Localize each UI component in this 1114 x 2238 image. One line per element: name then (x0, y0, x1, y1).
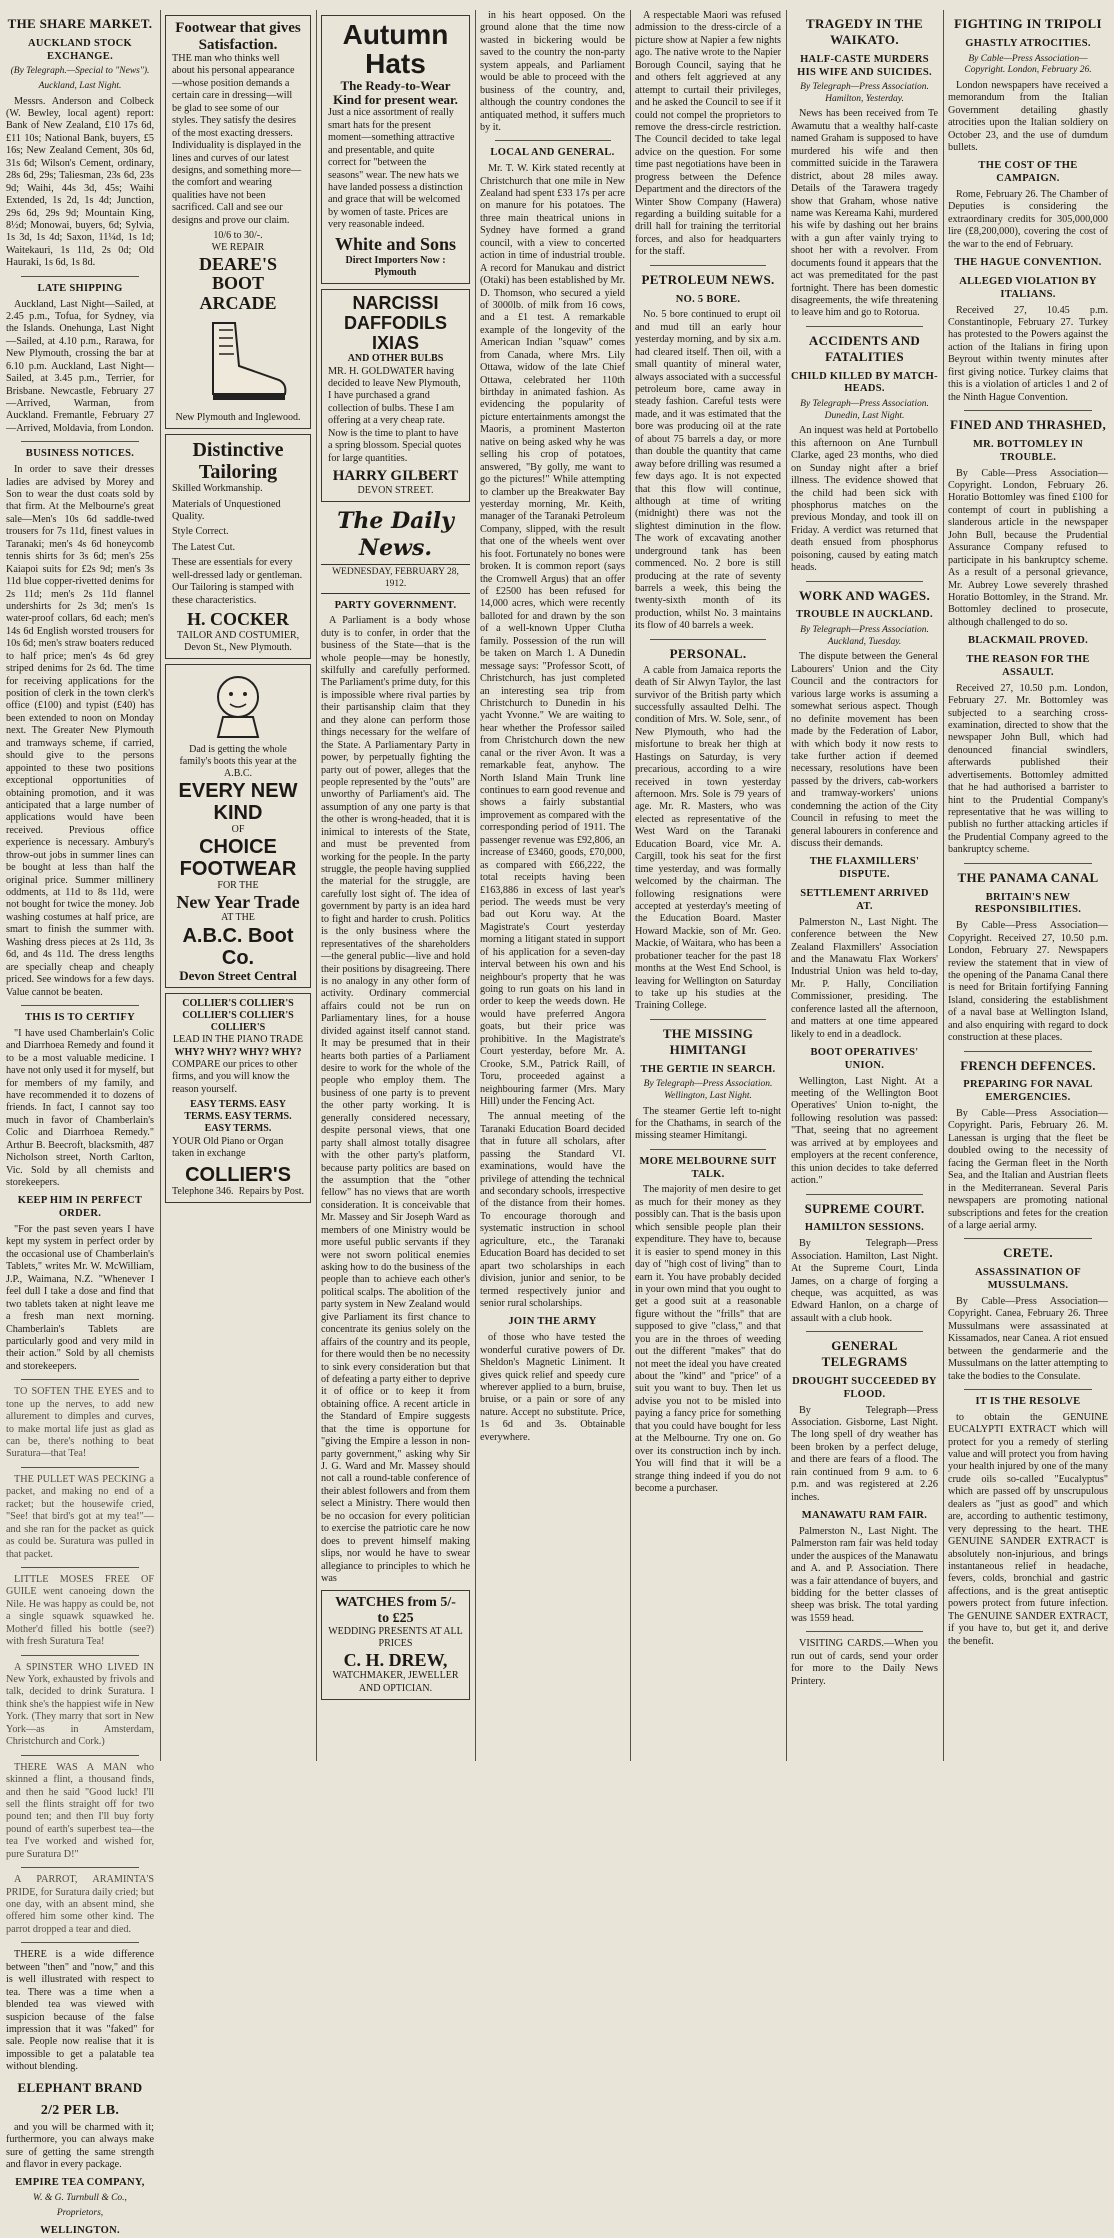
boot-icon (183, 318, 293, 408)
mussulmans-heading: ASSASSINATION OF MUSSULMANS. (975, 1267, 1081, 1292)
bore-text: No. 5 bore continued to erupt oil and mud till an early hour yesterday morning, and by six a.m. had cleared itself. Then oil, with a small quantity of mineral water, always associated with a successful petroleum bore, came away in steady fashion. Careful tests were made, and it was estimated that the bore was producing oil at the rate of about 75 barrels a day, or more than double the quantity that came away before drilling was resumed a few days ago. It is not expected that this flow will continue, although at time of writing (midnight) there was not the slightest diminution in the flow. The work of excavating another underground tank has been commenced. No. 2 bore is still producing at the rate of seventy barrels a week, this being the twenty-sixth month of its production, whilst No. 3 maintains its flow of 40 barrels a week. (635, 309, 781, 632)
fined-heading: FINED AND THRASHED, (949, 417, 1107, 433)
watches: WATCHES from 5/- to £25 (335, 1595, 456, 1626)
blackmail-heading: BLACKMAIL PROVED. (967, 635, 1089, 647)
suratura-verse: A PARROT, ARAMINTA'S PRIDE, for Suratura daily cried; but one day, with an absent mind, she offered him some other kind. The parrot dropped a tear and died. (6, 1874, 154, 1935)
for-the-text: FOR THE (217, 880, 259, 892)
collier-name: COLLIER'S (185, 1163, 291, 1186)
gilbert-ad (321, 289, 470, 502)
goldwater-text: MR. H. GOLDWATER having decided to leave New Plymouth, I have purchased a grand collection of bulbs. These I am offering at a very cheap rate. Now is the time to plant to have a spring blossom. Special quotes for large quantities. (328, 365, 462, 464)
cost-text: Rome, February 26. The Chamber of Deputies is considering the extraordinary credits for 305,000,000 lire (£8,200,000), covering the cost of the war to the end of February. (948, 189, 1108, 250)
suit-talk-text: The majority of men desire to get as much for their money as they possibly can. That is the basis upon which sensible people plan their expenditure. They have to, because it is easier to spend money in this day of "high cost of living" than to earn it. You have probably decided in your own mind that you ought to get a good suit at a reasonable figure without the "frills" that are supposed to give "class," and that you are in the throes of weeding out the different "makes" that do not meet the ideal you have created about the "kind" and "price" of a suit you want to buy. Then let us advise you not to be misled into paying a fancy price for something that you could have bought for less at the Melbourne. Try one on. Go over its construction inch by inch. You will find that it will be a strange thing indeed if you do not become a purchaser. (635, 1184, 781, 1494)
boot-operatives-heading: BOOT OPERATIVES' UNION. (810, 1047, 919, 1071)
visiting-cards-text: VISITING CARDS.—When you run out of cards, send your order for more to the Daily News Printery. (791, 1638, 938, 1687)
suratura-verse: THE PULLET WAS PECKING a packet, and making no end of a racket; but the housewife cried, "See! that bird's got at my tea!"—and she ran for the packet as quick as could be. Suratura was pulled in that packet. (6, 1473, 154, 1560)
trouble-heading: TROUBLE IN AUCKLAND. (796, 609, 933, 621)
new-year-trade: New Year Trade (176, 891, 300, 912)
join-army-text: of those who have tested the wonderful curative powers of Dr. Sheldon's Magnetic Liniment. It gives quick relief and speedy cure wherever applied to a burn, bruise, bruise, or a pain or sore of any nature. Accept no substitute. Price, 1s 6d and 3s. Obtainable everywhere. (480, 1332, 625, 1443)
suit-talk-heading: MORE MELBOURNE SUIT TALK. (639, 1155, 777, 1180)
bulb-name: DAFFODILS (344, 312, 447, 333)
masthead-date: WEDNESDAY, FEBRUARY 28, 1912. (321, 564, 470, 593)
autumn-text: Just a nice assortment of really smart hats for the present moment—something attractive and presentable, and quite correct for "between the seasons" wear. The new hats we have landed possess a distinction and grace that will be welcomed by women of taste. Prices are very reasonable indeed. (328, 107, 463, 231)
bottomley-heading: MR. BOTTOMLEY IN TROUBLE. (972, 438, 1084, 463)
join-army-heading: JOIN THE ARMY (508, 1316, 597, 1328)
sessions-heading: HAMILTON SESSIONS. (804, 1222, 925, 1234)
maori-text: A respectable Maori was refused admission to the dress-circle of a picture show at Napier a few nights ago. The native wrote to the Napier Borough Council, saying that he and others felt aggrieved at any attempt to curtail their privileges, and he asked the Council to see if it could not compel the proprietors to remove the dress-circle restriction. The Council decided to take legal advice on the question. For some time past negotiations have been in progress between the Defence Department and the directors of the Winter Show Company (Hawera) regarding a building suitable for a drill hall for training the territorial forces, and also for headquarters for the staff. (635, 10, 781, 258)
of-text: OF (231, 824, 245, 836)
footwear-price: 10/6 to 30/-. (213, 230, 263, 242)
child-heading: CHILD KILLED BY MATCH-HEADS. (791, 370, 938, 395)
party-government-text: A Parliament is a body whose duty is to confer, in order that the business of the State—that is the whole people—may be honestly, skilfully and carefully performed. The Parliament's prime duty, for this is impossible where rival parties by their partisanship claim that they and they alone can perform those things necessary for the welfare of the State. A Parliamentary Party in power, by perpetually fighting the party out of power, alleges that the people represented by the "outs" are unworthy of Parliament's aid. The assumption of any one party is that the other is wrong-headed, that it is inimical to interests of the State, and must be prevented from working for the people. In the party struggle, the people having supplied the material for the struggle, are carefully lost sight of. The idea of government by party is an idea hard to fight and harder to crush. Politics is the only business where the representatives of the shareholders—the general public—live and hold their positions by disagreeing. There is no analogy in any other form of activity. Ordinary commercial affairs could not be run on Parliamentary lines, for a house divided against itself cannot stand. It may be presumed that in their hearts both parties of a Parliament desire to work for the whole of the people who employ them. The business of one party is to prevent the other party working. It is generally considered necessary, despite personal views, that one party shall almost totally disagree with the other party's platform, because party politics are based on the assumption that the "other fellow" has no views that are worth consideration. It is conceivable that Mr. Massey and Sir Joseph Ward as members of one Ministry would be more useful public servants if they were not sworn political enemies asking how to do the business of the people than to achieve each other's political scalps. The abolition of the party system in New Zealand would give Parliament its first chance to concentrate its genius solely on the affairs of the country and its people, for there would then be no necessity to sink every consideration but that of defeating a party either to deprive it of office or to keep it from obtaining office. A recent article in the Standard of Empire suggests that the time is opportune for "giving the Empire a lesson in non-party government," asking why Sir J. G. Ward and Mr. Massey should not call a round-table conference of their ablest followers and from them select a Ministry. There would then be no occasion for every politician to exercise the patriotic care he now does to prevent himself making slips, nor would he have to swear allegiance to principles to which he was (321, 615, 470, 1584)
petroleum-heading: PETROLEUM NEWS. (641, 271, 775, 287)
violation-heading: ALLEGED VIOLATION BY ITALIANS. (959, 276, 1097, 300)
column-5 (635, 10, 781, 1761)
compare-prices: COMPARE our prices to other firms, and you will know the reason yourself. (172, 1058, 298, 1095)
footwear-text: THE man who thinks well about his personal appearance—whose position demands a certain care in dressing—will be glad to see some of our styles. They satisfy the desires of the most exacting dressers. Individuality is displayed in the lines and curves of our latest designs, and something more—the comfort and wearing qualities have not been sacrificed. Call and see our designs and prove our claim. (172, 53, 302, 226)
column-rule (630, 10, 631, 1761)
boot-operatives-text: Wellington, Last Night. At a meeting of the Wellington Boot Operatives' Union to-night, the following resolution was passed: "That, seeing that no agreement was arrived at by employees and employers at the recent conference, this union decides to take deferred action." (791, 1075, 938, 1187)
abc-boot-co: A.B.C. Boot Co. (182, 924, 294, 969)
gertie-text: The steamer Gertie left to-night for the Chathams, in search of the missing steamer Himitangi. (635, 1105, 781, 1142)
drew-ad (321, 1590, 470, 1699)
telephone-number: Telephone 346. (172, 1185, 234, 1197)
tailor-line: Skilled Workmanship. (172, 483, 263, 495)
colliers-repeat: COLLIER'S COLLIER'S COLLIER'S COLLIER'S COLLIER'S (182, 997, 294, 1034)
column-4 (480, 10, 625, 1761)
column-6 (791, 10, 938, 1761)
column-rule (475, 10, 476, 1761)
tea-text: THERE is a wide difference between "then" and "now," and this is well illustrated with respect to tea. There was a time when a blended tea was viewed with suspicion because of the false impression that it was "faked" for sale. People now realise that it is impossible to get a palatable tea without blending. (6, 1949, 154, 2073)
flax-text: Palmerston N., Last Night. The conference between the New Zealand Flaxmillers' Association and the Manawatu Flax Workers' Industrial Union was held to-day, Mr. P. Hally, Conciliation Commissioner, presiding. The conference lasted all the afternoon, and matters at one time appeared likely to end in a deadlock. (791, 916, 938, 1040)
waikato-heading: TRAGEDY IN THE WAIKATO. (806, 16, 923, 47)
flax-heading: THE FLAXMILLERS' DISPUTE. (809, 856, 920, 881)
keep-heading: KEEP HIM IN PERFECT ORDER. (17, 1195, 143, 1220)
we-repair: WE REPAIR (211, 242, 265, 254)
ram-fair-text: Palmerston N., Last Night. The Palmerston ram fair was held today under the auspices of the Manawatu and A. and P. Association. There was a fair attendance of buyers, and bidding for the better classes of sheep was brisk. The total yarding was 1559 head. (791, 1525, 938, 1624)
bulb-name: IXIAS (371, 332, 419, 353)
tailor-line: Materials of Unquestioned Quality. (172, 498, 281, 522)
wedding-presents: WEDDING PRESENTS AT ALL PRICES (328, 1626, 463, 1650)
masthead-title: The Daily News. (337, 507, 454, 561)
party-continued: in his heart opposed. On the ground alone that the time now wasted in bickering would be saved to the country the non-party system appeals, and Parliament would be able to proceed with the business of the country, and, although the country condones the antiquated method, it suffers much by it. (480, 10, 625, 133)
waikato-text: News has been received from Te Awamutu that a wealthy half-caste named Graham is supposed to have murdered his wife and then committed suicide in the Tarawera district, about 28 miles away. Details of the Tarawera tragedy show that Graham, whose native name was Kereama Kahi, murdered his wife by dashing out her brains with a gun after vainly trying to shoot her with a revolver. From documents found it appears that the act was premeditated for the past fortnight. There has been domestic disagreements, the wife threatening to leave him and go to Rotorua. (791, 108, 938, 319)
trouble-text: The dispute between the General Labourers' Union and the City Council and the contractors for various large works is assuming a somewhat serious aspect. Though no definite movement has been made by the Federation of Labor, with which body it now rests to take further action if deemed necessary, resolutions have been passed by the drivers, cab-workers and tramway-workers' unions condemning the action of the City Council in refusing to meet the general labourers in conference and discuss their demands. (791, 651, 938, 849)
devon-street-central: Devon Street Central (179, 967, 297, 983)
scholarship-text: The annual meeting of the Taranaki Education Board decided that in future all scholars, after passing the Standard VI. examinations, would have the privilege of attending the technical and secondary schools, irrespective of the distance from their homes. To encourage thorough and systematic instruction in school agriculture, etc., the Taranaki Education Board has decided to set apart two scholarships in each division, junior and senior, to be termed respectively junior and senior rural scholarships. (480, 1111, 625, 1309)
child-illustration-icon (203, 669, 273, 739)
french-heading: FRENCH DEFENCES. (960, 1057, 1096, 1073)
personal-heading: PERSONAL. (669, 645, 747, 661)
gilbert-address: DEVON STREET. (357, 484, 434, 496)
gertie-heading: THE GERTIE IN SEARCH. (640, 1063, 776, 1075)
resolve-text: to obtain the GENUINE EUCALYPTI EXTRACT which will protect for you a remedy of sterling value and will protect you from having your health injured by one of the many crude oils so-called "Eucalyptus" which are passed off by unscrupulous dealers as "just as good" and which are, according to authentic testimony, very depressing to the heart. THE GENUINE SANDER EXTRACT is absolutely non-injurious, and brings instantaneous relief in headache, fevers, colds, bronchial and gastric affections, and is the great antiseptic powers protect from future infection. The GENUINE SANDER EXTRACT, if you have to, but get it, and derive the benefit. (948, 1411, 1108, 1647)
panama-heading: THE PANAMA CANAL (957, 869, 1099, 885)
mussulmans-text: By Cable—Press Association—Copyright. Canea, February 26. Three Mussulmans were assassinated at Kissamados, near Canea. A riot ensued between the gendarmerie and the Mussulmans on the latter attempting to take the bodies to the Consulate. (948, 1295, 1108, 1382)
business-notices-heading: BUSINESS NOTICES. (25, 448, 135, 460)
footwear-heading: Footwear that gives Satisfaction. (175, 20, 301, 53)
column-rule (316, 10, 317, 1761)
waikato-subheading: HALF-CASTE MURDERS HIS WIFE AND SUICIDES. (797, 53, 932, 78)
bulb-name: NARCISSI (352, 292, 439, 313)
column-rule (160, 10, 161, 1761)
crete-heading: CRETE. (1003, 1245, 1053, 1261)
collier-footer (172, 1186, 304, 1198)
lead-piano-trade: LEAD IN THE PIANO TRADE (172, 1034, 304, 1046)
other-bulbs: AND OTHER BULBS (347, 353, 444, 365)
ready-to-wear: The Ready-to-Wear Kind for present wear. (333, 77, 458, 108)
direct-importers: Direct Importers Now : Plymouth (345, 254, 446, 278)
atrocities-byline: By Cable—Press Association—Copyright. London, February 26. (964, 53, 1092, 76)
abc-ad (165, 664, 311, 988)
sessions-text: By Telegraph—Press Association. Hamilton, Last Night. At the Supreme Court, Linda James, on a charge of forging a cheque, was acquitted, as was Edward Hanlon, on a charge of assault with a club hook. (791, 1238, 938, 1324)
local-general-heading: LOCAL AND GENERAL. (490, 147, 615, 159)
elephant-price: 2/2 PER LB. (40, 2102, 120, 2118)
easy-terms: EASY TERMS. EASY TERMS. EASY TERMS. EASY TERMS. (184, 1099, 292, 1135)
empire-sub: W. & G. Turnbull & Co., (33, 2193, 127, 2204)
tripoli-heading: FIGHTING IN TRIPOLI (954, 16, 1102, 31)
flax-subheading: SETTLEMENT ARRIVED AT. (800, 888, 929, 912)
abc-small-text: Dad is getting the whole family's boots this year at the A.B.C. (179, 743, 297, 779)
atrocities-heading: GHASTLY ATROCITIES. (965, 37, 1091, 49)
stock-report: Messrs. Anderson and Colbeck (W. Bewley, local agent) report: Bank of New Zealand, £10 17s 6d, £11 10s; National Bank, buyers, £5 16s; New Zealand Cement, 30s 6d, 31s 6d; Wilson's Cement, ordinary, 28s 6d, 29s; Taliesman, 23s 6d, 23s 9d; Waihi, 44s 3d, 45s; Waihi Extended, 1s 2d, 1s 4d; Junction, 29s 6d, 29s 9d; Mountain King, 8½d; Monowai, buyers, 6d; Sylvia, 1s 3d, 1s 4d; Saxon, 11¼d, 1s 1d; Waitekauri, 1s 11d, 2s 0d; Old Hauraki, 1s 6d, 1s 8d. (6, 95, 154, 269)
keep-text: "For the past seven years I have kept my system in perfect order by the occasional use of Chamberlain's Tablets," writes Mr. W. McWilliam, J.P., Waimana, N.Z. "Whenever I feel dull I take a dose and find that two tablets taken at night leave me a fresh man next morning. Chamberlain's Tablets are particularly good and very mild in their action." Sold by all chemists and storekeepers. (6, 1224, 154, 1372)
business-notices-text: In order to save their dresses ladies are advised by Morey and Son to wear the dust coats sold by that firm. At the Melbourne's great sale—Men's 10s 6d saddle-twed trousers for 7s 11d, finest values in Taranaki; men's 4s 6d honeycomb tennis shirts for 3s 6d; men's 25s Kaiapoi suits for £2s 9d; men's 3s 11d blue copper-rivetted denims for 2s 11d; men's 2s 11d flannel undershirts for 2s 3d; men's 1s water-proof collars, 6d each; men's 14s 6d English worsted trousers for 10s 6d; men's straw boaters reduced to half price; men's 4s 6d grey striped denims for 2s 6d. The time for receiving applications for the position of clerk in the town clerk's office (£100) and typist (£40) has been extended to noon on Monday next. The Greater New Plymouth and tramways scheme, if carried, should give to the persons appointed to these two positions exceptional opportunities of obtaining promotion, and it was anticipated that a large number of applications would have been received. Previous office experience is necessary. Ambury's throw-out jobs in summer lines can be bought at less than half the original price. Summer millinery oddments, at 11d to 8s 11d, were not bought for twice the money. Job washing costumes at half price, are smart to finish the summer with. Washing dress pieces at 2s 11d, 3s 6d, and 4s 11d. The dress lengths are specially cheap and cheaply priced. See windows for a few days. Value cannot be beaten. (6, 464, 154, 998)
deare-places: New Plymouth and Inglewood. (175, 411, 301, 423)
why-repeat: WHY? WHY? WHY? WHY? (174, 1046, 302, 1058)
cocker-sub: TAILOR AND COSTUMIER, Devon St., New Plymouth. (176, 629, 300, 653)
suratura-verse: A SPINSTER WHO LIVED IN New York, exhausted by frivols and talk, decided to drink Suratura. I think she's the happiest wife in New York. (They marry that sort in New York—as in Amsterdam, Christchurch and Cork.) (6, 1661, 154, 1748)
gertie-byline: By Telegraph—Press Association. Wellington, Last Night. (643, 1079, 773, 1101)
column-7 (948, 10, 1108, 1761)
general-telegrams-heading: GENERAL TELEGRAMS (821, 1338, 908, 1370)
collier-ad (165, 993, 311, 1203)
britain-text: By Cable—Press Association—Copyright. Received 27, 10.50 p.m. London, February 27. Newspapers review the statement that in view of the opening of the Panama Canal there is need for Britain fortifying Fanning Island, considering the establishment of a naval base at Wellington Island, and also enquiring with regard to dock construction at these places. (948, 920, 1108, 1044)
harry-gilbert: HARRY GILBERT (332, 468, 459, 484)
certify-heading: THIS IS TO CERTIFY (25, 1011, 135, 1023)
preparing-heading: PREPARING FOR NAVAL EMERGENCIES. (963, 1079, 1093, 1104)
atrocities-text: London newspapers have received a memorandum from the Italian Government detailing ghastly atrocities upon the Italian soldiery on October 23, and the use of dumdum bullets. (948, 79, 1108, 153)
deare-name: DEARE'S BOOT ARCADE (198, 253, 278, 314)
missing-heading: THE MISSING HIMITANGI (662, 1025, 754, 1057)
elephant-brand-heading: ELEPHANT BRAND (17, 2079, 143, 2095)
column-1 (6, 10, 154, 2237)
drought-text: By Telegraph—Press Association. Gisborne, Last Night. The long spell of dry weather has been broken by a perfect deluge, and there are fears of a flood. The rain continued from 9 a.m. to 6 p.m. and was registered at 2.26 inches. (791, 1404, 938, 1503)
cost-heading: THE COST OF THE CAMPAIGN. (978, 160, 1078, 185)
child-byline: By Telegraph—Press Association. Dunedin, Last Night. (800, 399, 929, 421)
supreme-court-heading: SUPREME COURT. (804, 1200, 925, 1216)
accidents-heading: ACCIDENTS AND FATALITIES (808, 332, 921, 364)
child-text: An inquest was held at Portobello this afternoon on Ane Turnbull Clarke, aged 23 months, who died on Sunday night after a brief illness. The evidence showed that the child had been sick with phosphorus matches on the previous Monday, and took ill on Friday. A verdict was returned that death ensued from phosphorus poisoning, caused by eating match heads. (791, 425, 938, 574)
choice-footwear: CHOICE FOOTWEAR (179, 836, 297, 881)
column-3 (321, 10, 470, 1761)
tailor-text: These are essentials for every well-dressed lady or gentleman. Our Tailoring is stamped with these characteristics. (172, 557, 303, 606)
work-wages-heading: WORK AND WAGES. (798, 587, 931, 603)
repairs-by-post: Repairs by Post. (238, 1185, 304, 1197)
suratura-verse: THERE WAS A MAN who skinned a flint, a thousand finds, and then he said "Good luck! I'll sell the flints straight off for two pound ten; and then I'll buy forty pound of earth's superbest tea—the tea I've worked and wished for, pure Suratura D!" (6, 1761, 154, 1860)
exchange-text: YOUR Old Piano or Organ taken in exchange (172, 1135, 284, 1160)
stock-place: Auckland, Last Night. (38, 81, 122, 92)
tailoring-heading: Distinctive Tailoring (192, 439, 284, 484)
drew-name: C. H. DREW, (343, 1649, 448, 1670)
every-new-kind: EVERY NEW KIND (178, 780, 298, 825)
at-the-text: AT THE (221, 912, 255, 924)
suratura-verse: TO SOFTEN THE EYES and to tone up the nerves, to add new allurement to dimples and curves, to make mortal life just as glad as can be, there's nothing to beat Suratura—that Tea! (6, 1386, 154, 1460)
shipping-report: Auckland, Last Night—Sailed, at 2.45 p.m., Tofua, for Sydney, via the Islands. Onehunga, Last Night—Sailed, at 4.10 p.m., Rarawa, for New Plymouth, crossing the bar at 6.10 p.m. Auckland, Last Night—Sailed, at 3.45 p.m., Terrier, for Brisbane. Newcastle, February 27—Arrived, Warman, from Auckland. Fremantle, February 27—Arrived, Moldavia, from London. (6, 298, 154, 434)
deare-ad (165, 15, 311, 429)
stock-byline: (By Telegraph.—Special to "News"). (10, 66, 150, 77)
tailor-line: Style Correct. (172, 526, 229, 538)
ram-fair-heading: MANAWATU RAM FAIR. (801, 1510, 928, 1522)
empire-place: WELLINGTON. (40, 2225, 120, 2237)
bore-heading: NO. 5 BORE. (675, 293, 741, 305)
cocker-ad (165, 434, 311, 659)
tailor-line: The Latest Cut. (172, 541, 236, 553)
drew-sub: WATCHMAKER, JEWELLER AND OPTICIAN. (332, 1670, 459, 1694)
share-market-heading: THE SHARE MARKET. (7, 16, 153, 31)
local-general-text: Mr. T. W. Kirk stated recently at Christchurch that one mile in New Zealand had spent £33 17s per acre on manure for his potatoes. The three main theatrical unions in Sydney have formed a grand council, with a view to concerted action in time of industrial trouble. A record for Manukau and district (Otaki) has been established by Mr. D. Thomson, who secured a yield of 3000lb. of milk from 16 cows, and a £1 test. A remarkable example of the longevity of the American Indian "squaw" comes from Canada, where Mrs. Lily Ottawa, widow of the late Chief Ottawa, celebrated her 110th birthday in animated fashion. As evidencing the popularity of picture entertainments amongst the Maoris, a prominent Masterton native on being asked why he was selling his crop of potatoes, answered, "By golly, me want to go the pictures!" While attempting to clamber up the Breakwater Bay yesterday morning, Mr. Keith, manager of the Taranaki Petroleum Company, slipped, with the result that one of the wheels went over his foot. Fortunately no bones were broken. It is common report (says the Cromwell Argus) that an offer of £2500 has been refused for 14,000 acres, which were recently balloted for and drawn by the son of a well-known Upper Clutha family. Possession of the run will be taken on March 1. A Dunedin message says: "Professor Scott, of Christchurch, has just completed an interesting sea trip from Christchurch to Dunedin in his yacht Yvonne." We are waiting to hear whether the Professor sailed from Christchurch down the new canal or the river Avon. It was a remarkable feat, anyhow. The North Island Main Trunk line continues to earn good revenue and shows a fairly substantial improvement as compared with the corresponding period of 1911. The passenger revenue was £92,806, an increase of £3460, goods, £70,000, as compared with £66,222, the total receipts having been £163,886 in excess of last year's period. The weeds must be very bad out Koru way. At the Magistrate's Court yesterday morning a litigant stated in support of his application for a seven-day interval between his own and his neighbour's property that he was going to run goats on his land in order to keep the weeds down. He would have preferred Angora goats, but their price was prohibitive. In the Magistrate's Court yesterday, before Mr. A. Crooke, S.M., Patrick Raill, of Toru, proceeded against a neighbouring farmer (Mrs. Mary Hill) under the Fencing Act. (480, 163, 625, 1107)
autumn-hats: Autumn Hats (342, 19, 449, 80)
white-sons-ad (321, 15, 470, 284)
trouble-byline: By Telegraph—Press Association. Auckland, Tuesday. (800, 625, 929, 647)
shipping-heading: LATE SHIPPING (37, 282, 123, 294)
suratura-verse: LITTLE MOSES FREE OF GUILE went canoeing down the Nile. He was happy as could be, not a single squawk squawked he. Mother'd filled his bottle (see?) with fresh Suratura Tea! (6, 1573, 154, 1648)
bottomley-text: By Cable—Press Association—Copyright. London, February 26. Horatio Bottomley was fined £100 for contempt of court in publishing a slanderous article in the newspaper John Bull, because the Prudential Assurance Company refused to participate in his bankruptcy scheme. As a result of a personal grievance, Mr. Aubrey Lowe severely thrashed Horatio Bottomley, in the Strand. Mr. Bottomley declined to prosecute, although challenged to do so. (948, 467, 1108, 628)
empire-tea-heading: EMPIRE TEA COMPANY, (15, 2177, 145, 2189)
resolve-heading: IT IS THE RESOLVE (975, 1395, 1081, 1407)
hague-heading: THE HAGUE CONVENTION. (954, 257, 1102, 269)
column-rule (786, 10, 787, 1761)
assault-text: Received 27, 10.50 p.m. London, February 27. Mr. Bottomley was subjected to a searching cross-examination, directed to show that the newspaper John Bull, which had denounced financial swindlers, afterwards published their advertisements. Bottomley admitted that he had authorised a barrister to hint to the Prudential Company's representative that he was willing to publish no further attacking articles if the Prudential Company agreed to the bankruptcy scheme. (948, 682, 1108, 856)
britain-heading: BRITAIN'S NEW RESPONSIBILITIES. (974, 891, 1082, 916)
party-government-heading: PARTY GOVERNMENT. (334, 599, 457, 611)
stock-exchange-heading: AUCKLAND STOCK EXCHANGE. (27, 37, 133, 62)
assault-heading: THE REASON FOR THE ASSAULT. (966, 654, 1090, 678)
empire-proprietors: Proprietors, (56, 2207, 104, 2218)
column-2 (165, 10, 311, 1761)
violation-text: Received 27, 10.45 p.m. Constantinople, February 27. Turkey has protested to the Powers against the action of the Italians in firing upon Beyrout within twenty minutes after first giving notice. Turkey claims that this is a violation of articles 1 and 2 of the Ninth Hague Convention. (948, 304, 1108, 403)
certify-text: "I have used Chamberlain's Colic and Diarrhoea Remedy and found it to be a most valuable medicine. I have not only used it for myself, but for members of my family, and have recommended it to dozens of friends. In fact, I cannot say too much in favor of Chamberlain's Colic and Diarrhoea Remedy." Arthur B. Beecroft, blacksmith, 487 Nicholson street, North Carlton, Vic. Sold by all chemists and storekeepers. (6, 1027, 154, 1188)
drought-heading: DROUGHT SUCCEEDED BY FLOOD. (792, 1375, 937, 1400)
cocker-name: H. COCKER (186, 609, 289, 630)
preparing-text: By Cable—Press Association—Copyright. Paris, February 26. M. Lanessan is urging that the fleet be doubled owing to the necessity of facing the German fleet in the North Sea, and the Italian and Austrian fleets in the Mediterranean. Several Paris newspapers are promoting national subscriptions and fetes for the creation of a large aerial army. (948, 1108, 1108, 1231)
waikato-byline: By Telegraph—Press Association. Hamilton, Yesterday. (800, 82, 929, 104)
white-and-sons: White and Sons (334, 233, 457, 254)
personal-text: A cable from Jamaica reports the death of Sir Alwyn Taylor, the last survivor of the British party which successfully assaulted Delhi. The condition of Mrs. W. Sole, senr., of New Plymouth, who had the misfortune to break her thigh at Hastings on Saturday, is very precarious, according to a wire received in town yesterday afternoon. Mrs. Sole is 79 years of age. Mr. R. Masters, who was elected as representative of the West Ward on the Taranaki Education Board, vice Mr. A. Cargill, took his seat for the first time yesterday, and was formally welcomed by the chairman. The following resignations were accepted at yesterday's meeting of the Education Board. Master Howard Mackie, son of Mr. Geo. Mackie, of Waitara, who has been a probationer teacher for the past 18 months at the West End School, is leaving for Wellington on Saturday to take up his studies at the Training College. (635, 664, 781, 1012)
column-rule (943, 10, 944, 1761)
elephant-text: and you will be charmed with it; furthermore, you can always make sure of getting the same strength and flavor in every package. (6, 2121, 154, 2170)
